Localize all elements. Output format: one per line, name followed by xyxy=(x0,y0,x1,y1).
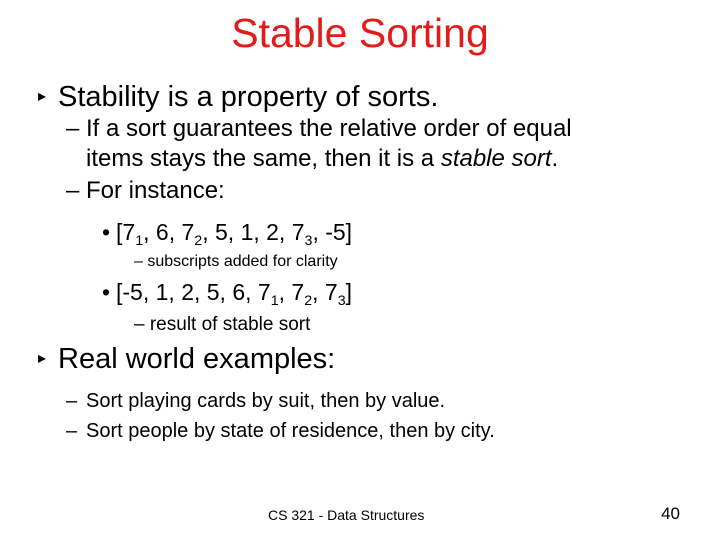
bullet-real-world xyxy=(38,342,335,376)
sub-bullet-text: Sort people by state of residence, then by city. xyxy=(86,420,495,442)
subscript: 3 xyxy=(337,292,346,309)
sub-bullet-playing-cards xyxy=(66,388,445,414)
note-subscripts xyxy=(134,252,338,272)
example-text: , -5] xyxy=(312,219,353,245)
bullet-text: Real world examples: xyxy=(58,343,336,375)
subscript: 2 xyxy=(304,292,313,309)
dot-bullet-icon: • xyxy=(102,219,111,245)
sub-bullet-line1: If a sort guarantees the relative order of equal xyxy=(86,115,572,142)
dash-icon: – xyxy=(66,390,78,412)
example-text: , 7 xyxy=(278,279,305,305)
example-sorted xyxy=(102,278,353,309)
dash-icon: – xyxy=(134,253,148,270)
example-text: , 7 xyxy=(312,279,338,305)
sub-bullet-people xyxy=(66,418,495,444)
example-text: [-5, 1, 2, 5, 6, 7 xyxy=(116,279,271,305)
subscript: 2 xyxy=(194,232,203,249)
bullet-text: Stability is a property of sorts. xyxy=(58,81,439,113)
note-result xyxy=(134,314,310,336)
sub-bullet-line2-start: items stays the same, then it is a xyxy=(86,145,441,172)
example-text: [7 xyxy=(116,219,136,245)
dash-icon: – xyxy=(134,314,150,335)
sub-bullet-for-instance xyxy=(66,176,225,206)
dash-icon: – xyxy=(66,177,80,204)
sub-bullet-line2-end: . xyxy=(551,145,559,172)
example-unsorted xyxy=(102,218,353,249)
example-text: ] xyxy=(345,279,353,305)
sub-bullet-guarantee xyxy=(66,114,572,174)
example-text: , 5, 1, 2, 7 xyxy=(202,219,305,245)
note-text: subscripts added for clarity xyxy=(147,253,338,270)
slide-footer: CS 321 - Data Structures xyxy=(268,507,425,523)
page-number: 40 xyxy=(661,504,680,523)
subscript: 3 xyxy=(304,232,313,249)
dash-icon: – xyxy=(66,420,78,442)
right-triangle-icon: ▸ xyxy=(38,88,47,105)
dash-icon: – xyxy=(66,115,80,142)
subscript: 1 xyxy=(270,292,279,309)
sub-bullet-text: For instance: xyxy=(86,177,225,204)
bullet-stability xyxy=(38,80,438,114)
dot-bullet-icon: • xyxy=(102,279,111,305)
stable-sort-emphasis: stable sort xyxy=(440,145,552,172)
right-triangle-icon: ▸ xyxy=(38,350,47,367)
example-text: , 6, 7 xyxy=(143,219,195,245)
slide-title: Stable Sorting xyxy=(231,10,489,56)
sub-bullet-text: Sort playing cards by suit, then by value. xyxy=(86,390,446,412)
note-text: result of stable sort xyxy=(149,314,311,335)
subscript: 1 xyxy=(135,232,144,249)
